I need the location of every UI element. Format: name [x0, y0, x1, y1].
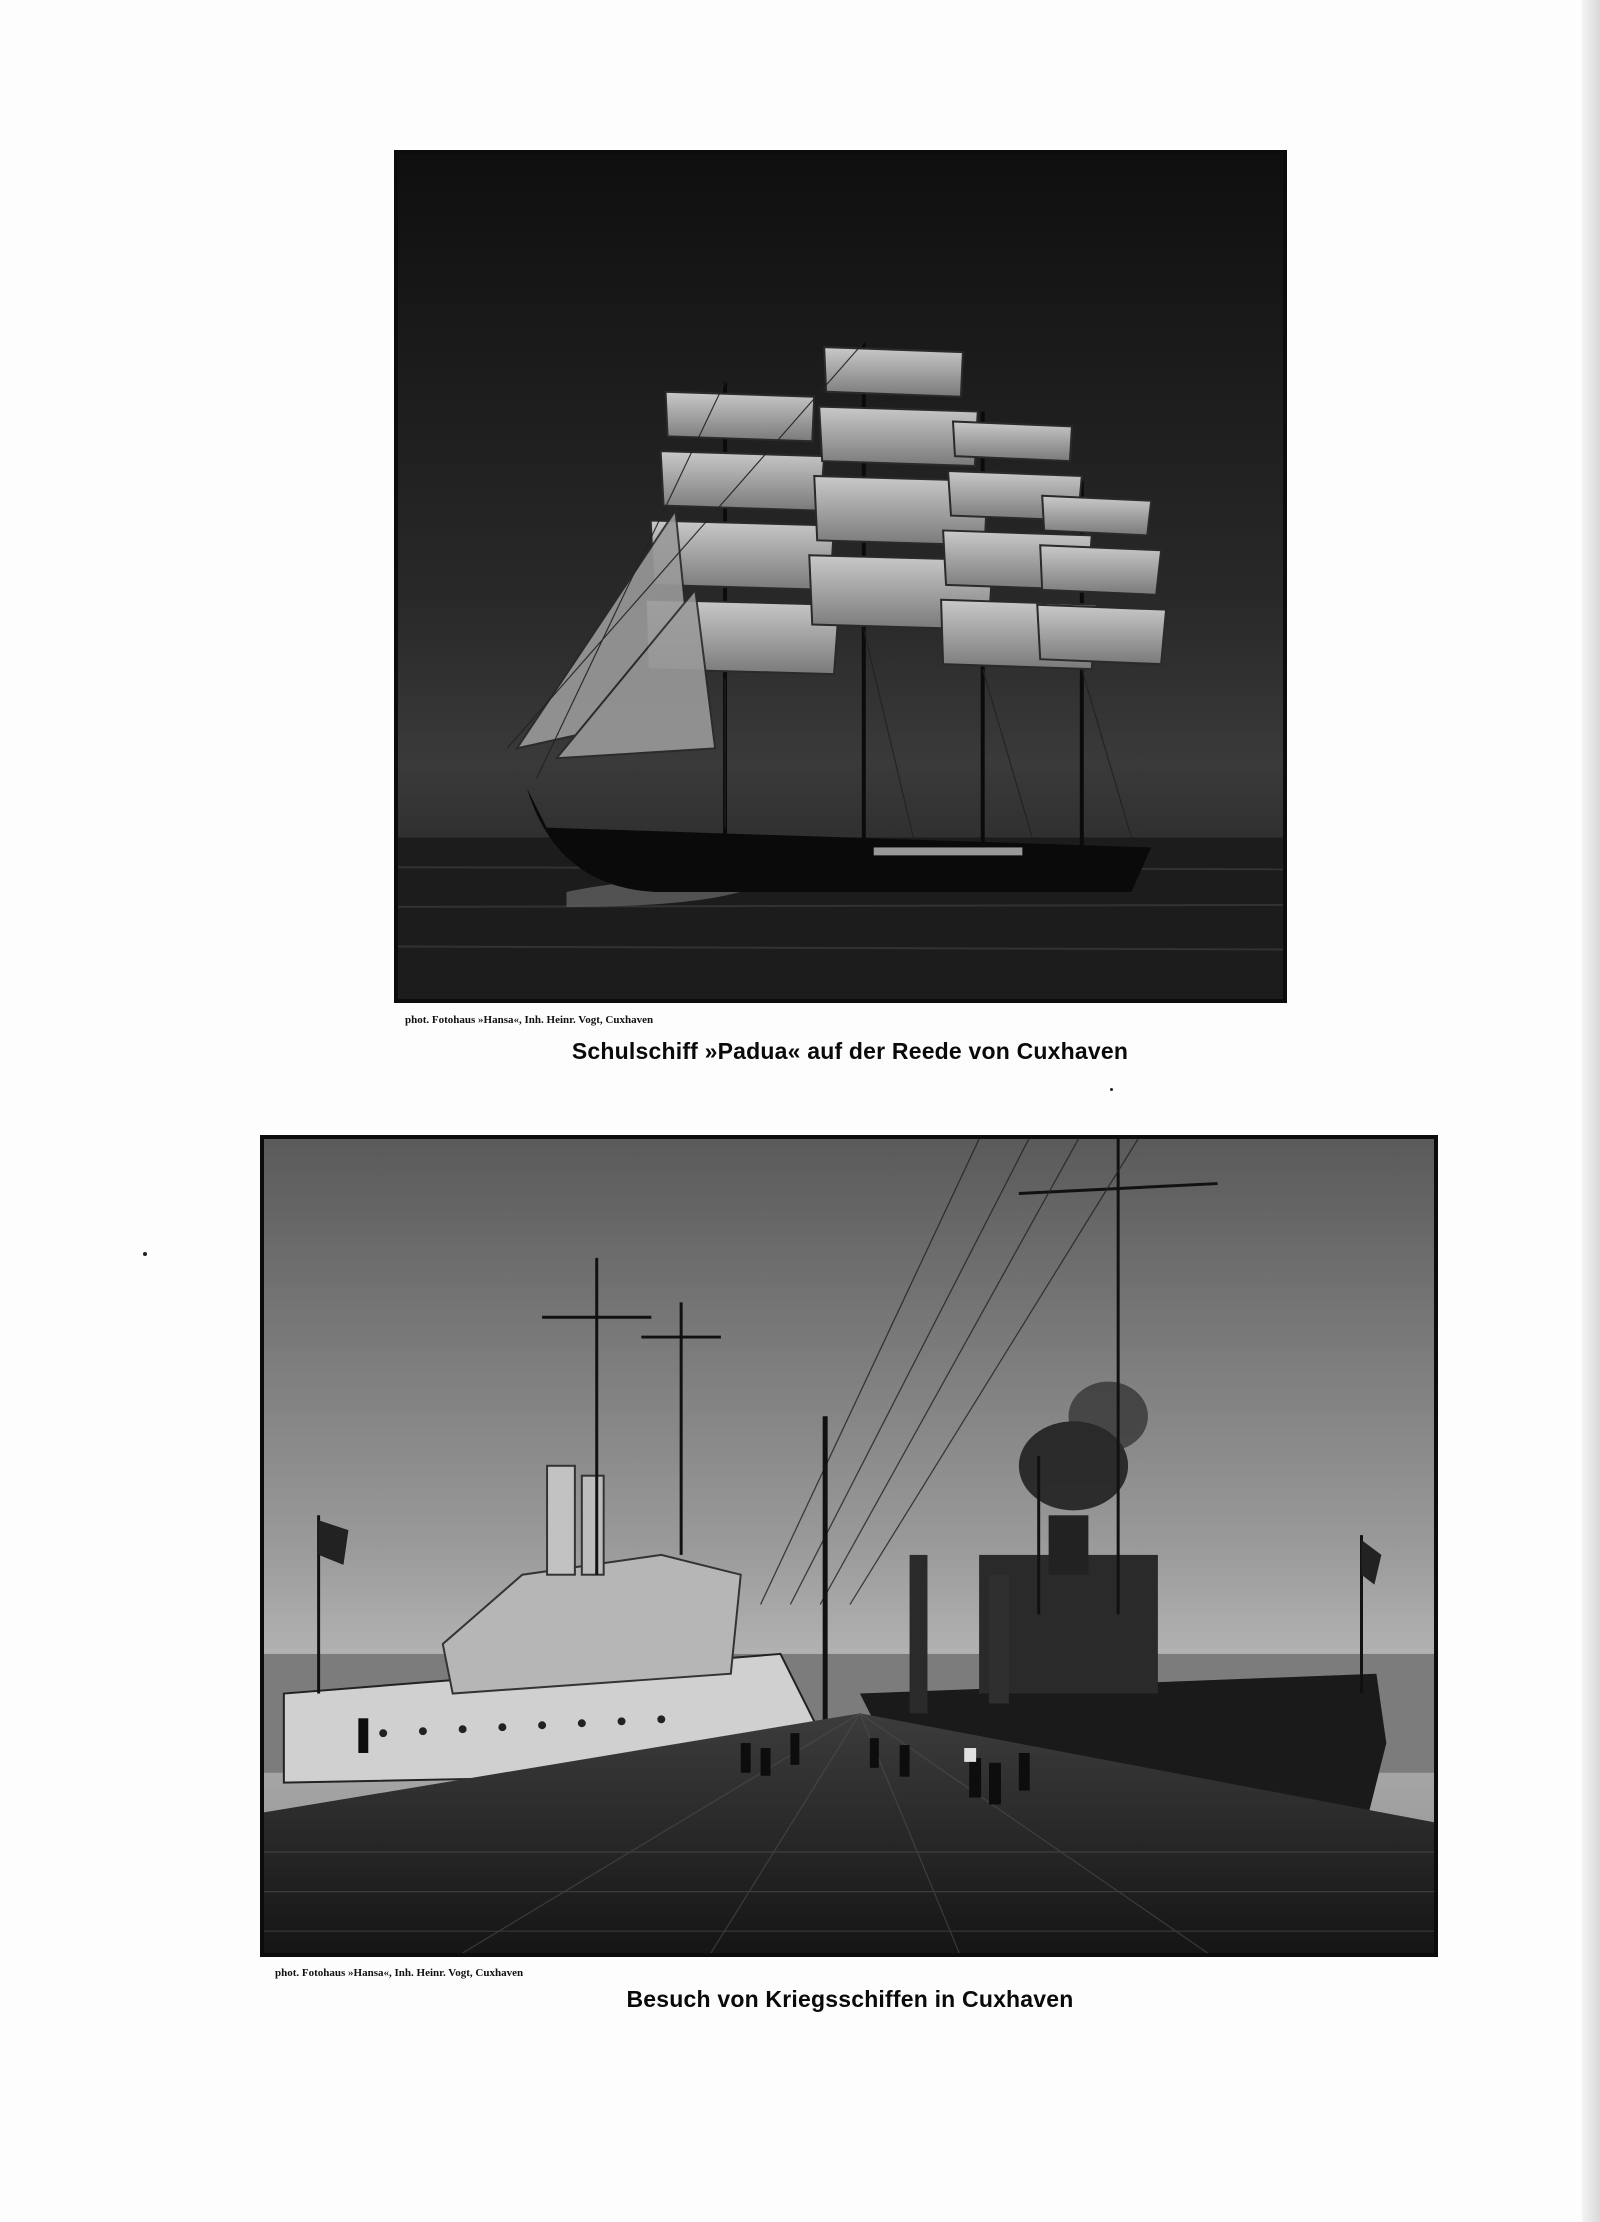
dust-speck: [143, 1252, 147, 1256]
figure-caption: Besuch von Kriegsschiffen in Cuxhaven: [626, 1986, 1074, 2012]
figure-caption: Schulschiff »Padua« auf der Reede von Cuxhaven: [571, 1038, 1129, 1064]
photo-credit: phot. Fotohaus »Hansa«, Inh. Heinr. Vogt, Cuxhaven: [275, 1967, 524, 1979]
dust-speck: [1110, 1088, 1113, 1091]
sailing-ship-photo: [394, 150, 1287, 1003]
scan-edge: [1582, 0, 1600, 2222]
warships-at-pier-photo: [260, 1135, 1438, 1957]
photo-credit: phot. Fotohaus »Hansa«, Inh. Heinr. Vogt, Cuxhaven: [405, 1014, 654, 1026]
